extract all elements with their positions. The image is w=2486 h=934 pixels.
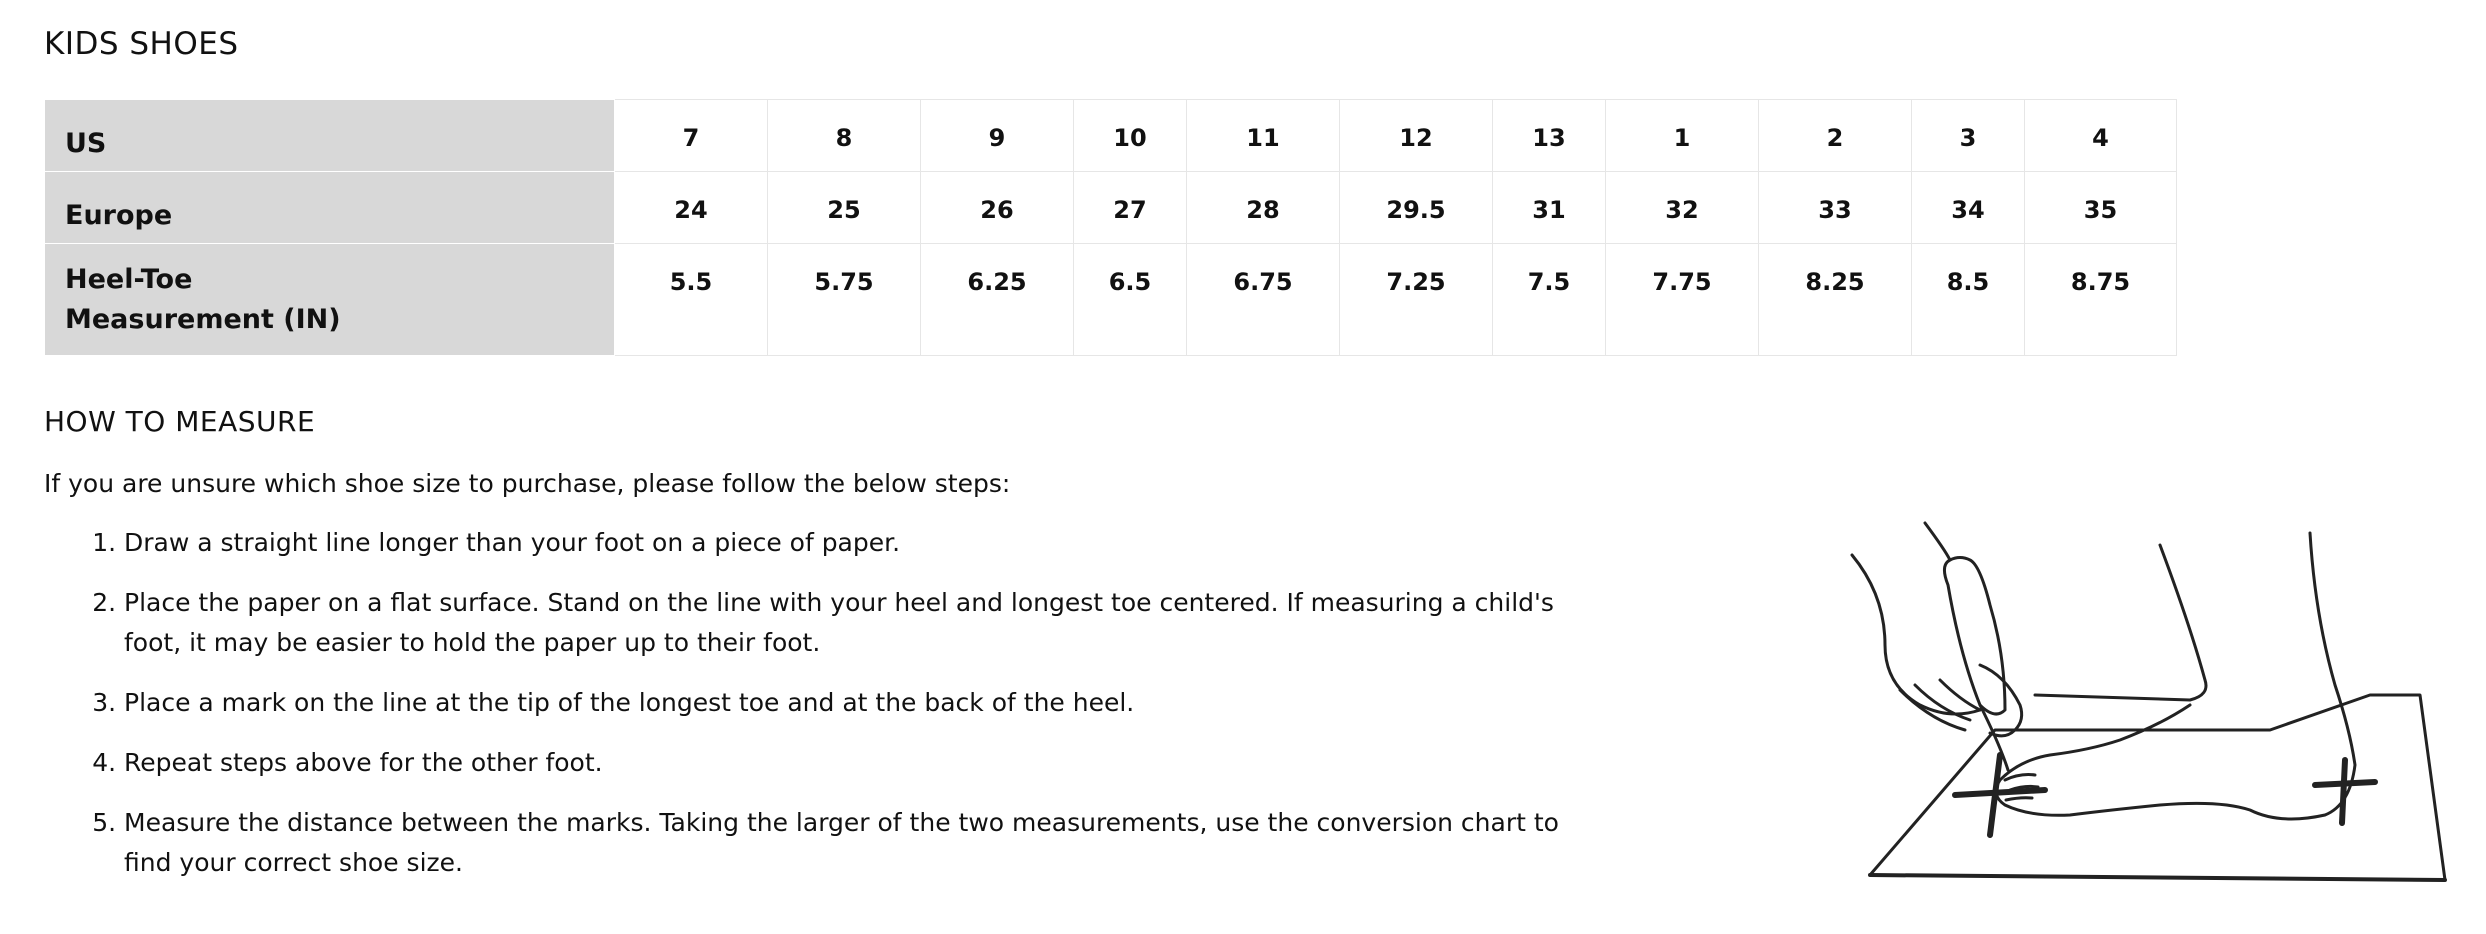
table-cell: 8.75 [2025,244,2177,356]
table-cell: 7.5 [1493,244,1606,356]
table-cell: 31 [1493,172,1606,244]
table-cell: 32 [1606,172,1759,244]
table-cell: 5.5 [615,244,768,356]
table-cell: 35 [2025,172,2177,244]
table-row-europe [45,172,2177,244]
table-cell: 13 [1493,100,1606,172]
table-cell: 33 [1759,172,1912,244]
table-cell: 7.25 [1340,244,1493,356]
table-cell: 8 [768,100,921,172]
table-cell: 2 [1759,100,1912,172]
table-cell: 29.5 [1340,172,1493,244]
size-chart-table [44,99,2177,356]
table-cell: 8.5 [1912,244,2025,356]
steps-list [124,523,1584,903]
row-label-line: Heel-Toe [65,264,193,295]
table-cell: 34 [1912,172,2025,244]
table-row-heel-toe [45,244,2177,356]
intro-text: If you are unsure which shoe size to purchase, please follow the below steps: [44,469,1011,498]
table-row-us [45,100,2177,172]
table-cell: 8.25 [1759,244,1912,356]
row-label-europe: Europe [45,172,615,244]
table-cell: 12 [1340,100,1493,172]
table-cell: 6.5 [1074,244,1187,356]
table-cell: 6.25 [921,244,1074,356]
page-title: KIDS SHOES [44,26,239,62]
list-item: 3. Place a mark on the line at the tip of the longest toe and at the back of the heel. [124,683,1584,723]
section-title: HOW TO MEASURE [44,405,316,438]
row-label-us: US [45,100,615,172]
table-cell: 7.75 [1606,244,1759,356]
table-cell: 3 [1912,100,2025,172]
row-label-heel-toe [45,244,615,356]
row-label-line: Measurement (IN) [65,304,341,335]
table-cell: 9 [921,100,1074,172]
table-cell: 6.75 [1187,244,1340,356]
table-cell: 28 [1187,172,1340,244]
table-cell: 26 [921,172,1074,244]
table-cell: 24 [615,172,768,244]
table-cell: 1 [1606,100,1759,172]
table-cell: 5.75 [768,244,921,356]
table-cell: 7 [615,100,768,172]
table-cell: 4 [2025,100,2177,172]
list-item: 4. Repeat steps above for the other foot. [124,743,1584,783]
list-item: 5. Measure the distance between the marks. Taking the larger of the two measurements, use the conversion chart to find your correct shoe size. [124,803,1584,883]
list-item: 2. Place the paper on a flat surface. Stand on the line with your heel and longest toe centered. If measuring a child's foot, it may be easier to hold the paper up to their foot. [124,583,1584,663]
table-cell: 10 [1074,100,1187,172]
table-cell: 11 [1187,100,1340,172]
foot-measuring-illustration [1830,505,2450,885]
list-item: 1. Draw a straight line longer than your foot on a piece of paper. [124,523,1584,563]
table-cell: 27 [1074,172,1187,244]
table-cell: 25 [768,172,921,244]
